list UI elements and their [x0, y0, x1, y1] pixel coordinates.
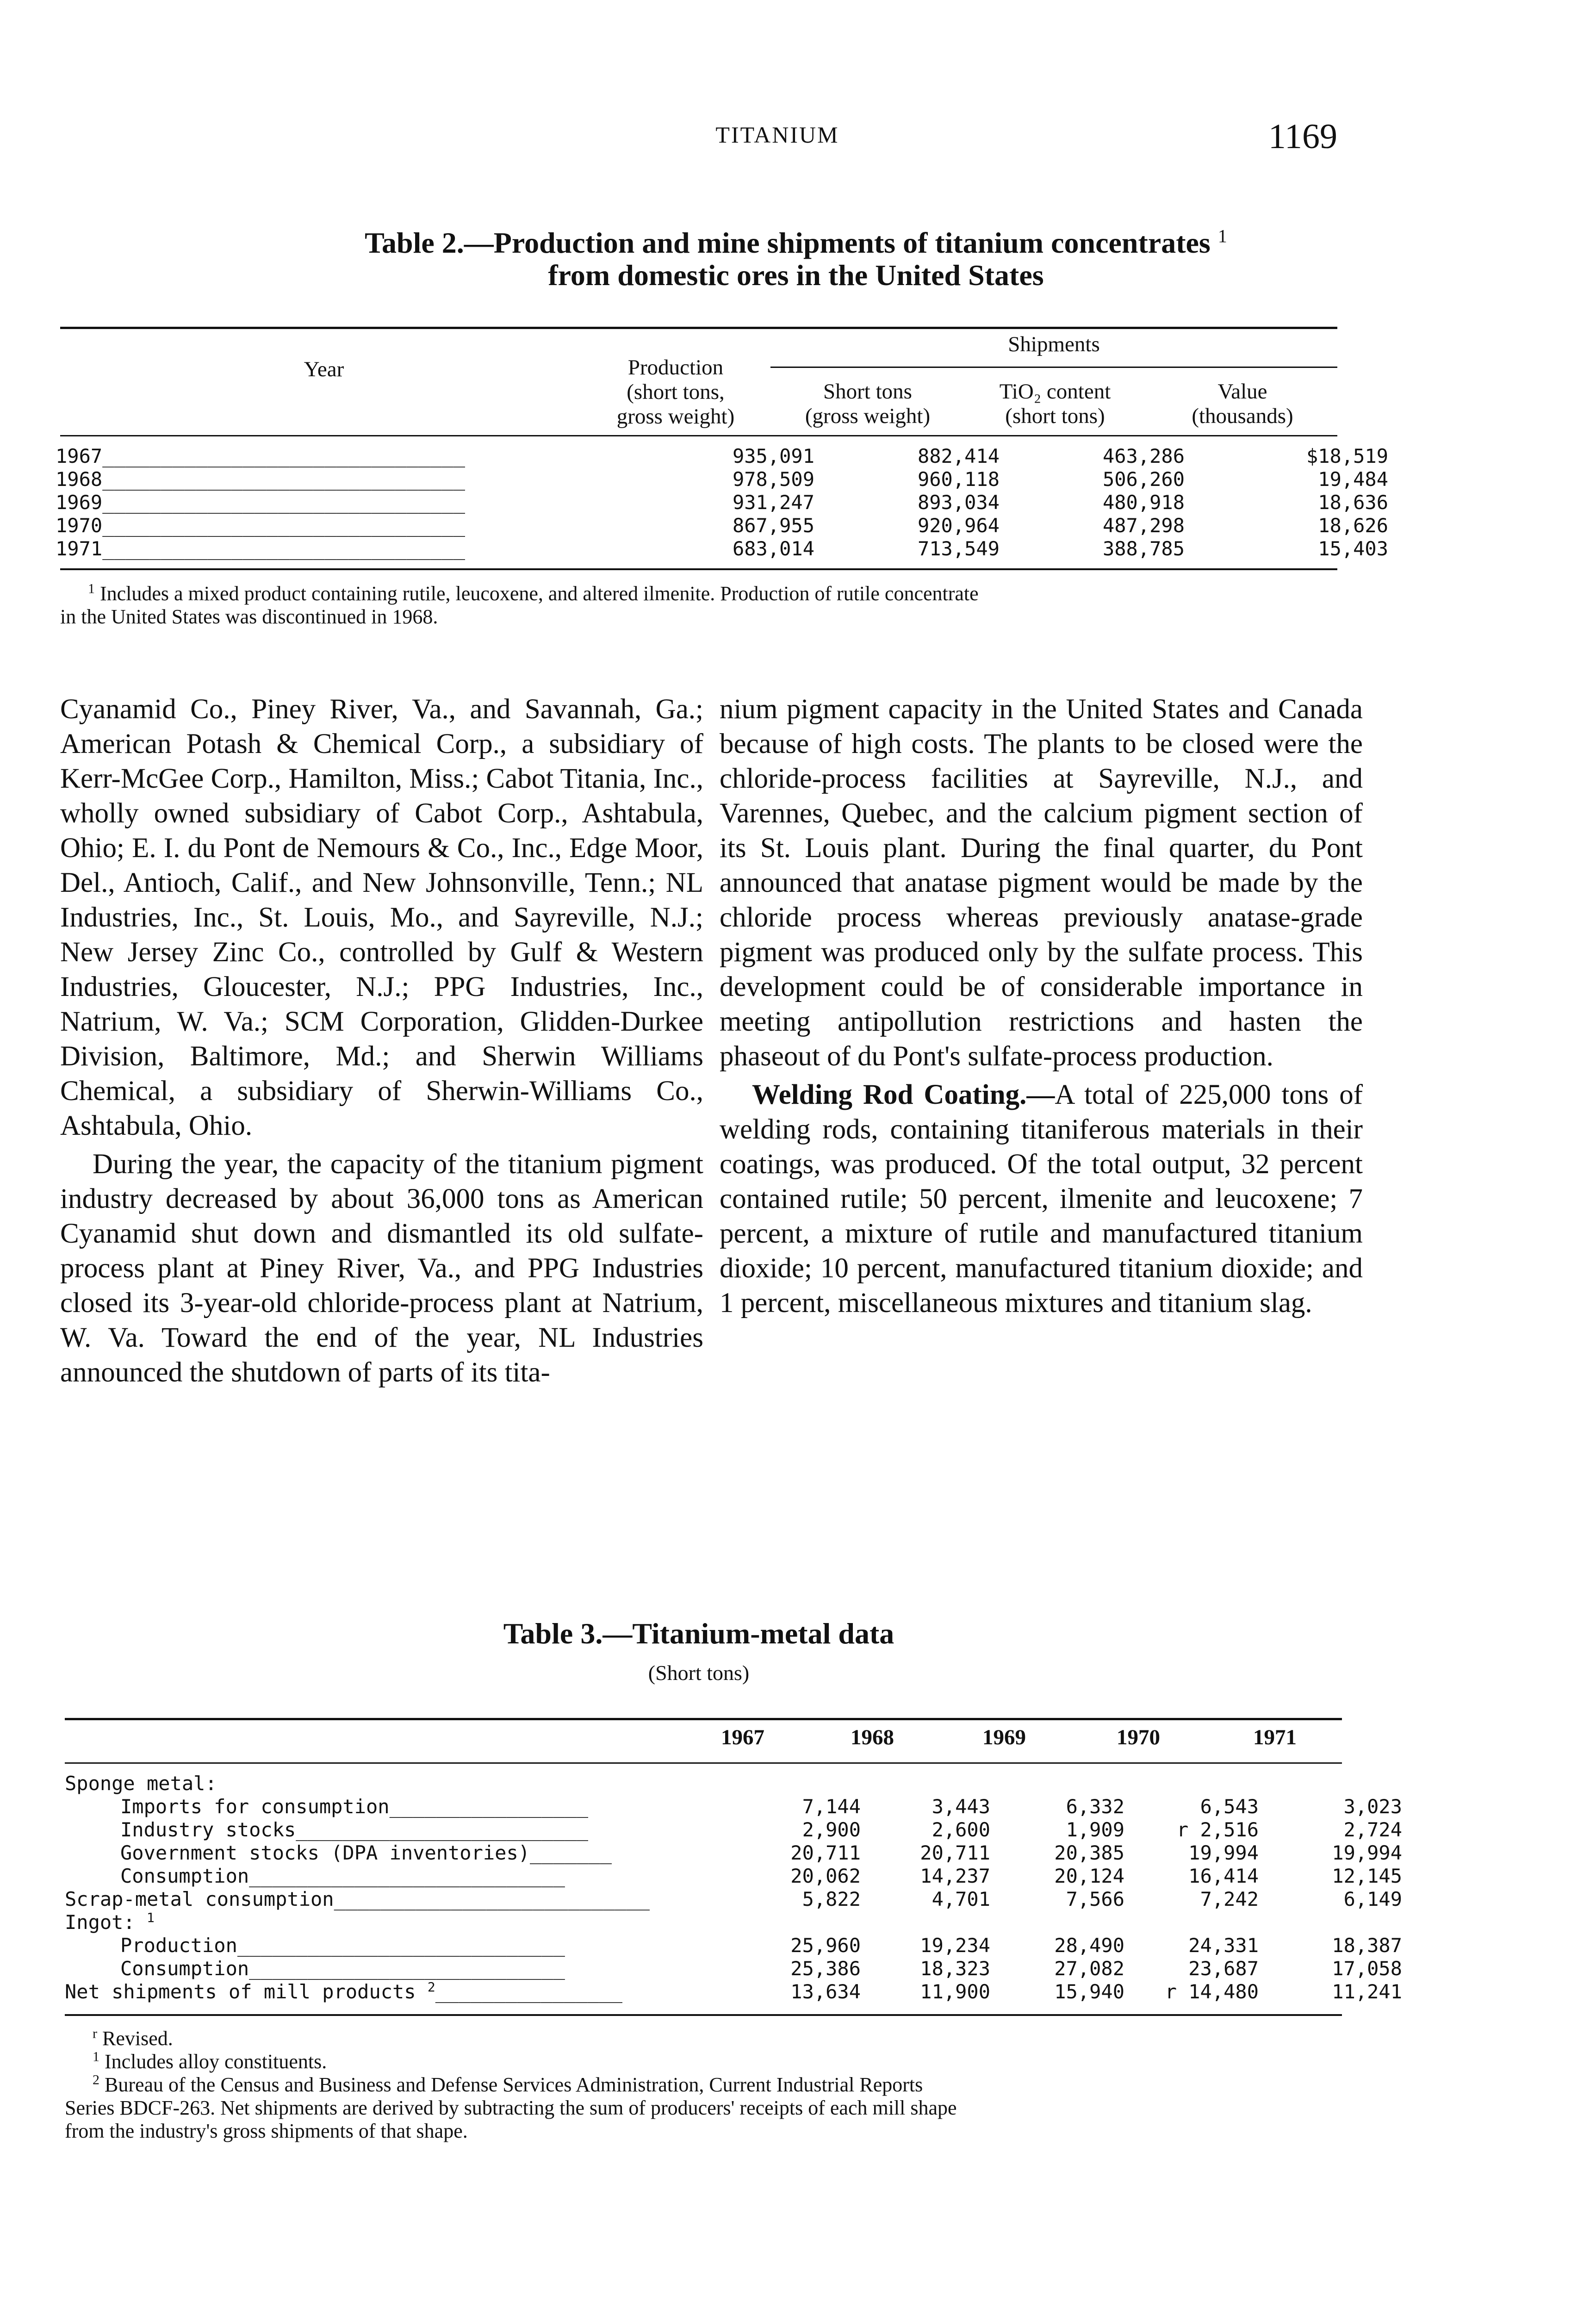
table-3-header-rule: [65, 1762, 1342, 1764]
table-row: Ingot: $^1$: [65, 1911, 155, 1934]
section-run-in-heading: Welding Rod Coating.—: [752, 1079, 1055, 1110]
table-3-subcaption: (Short tons): [648, 1661, 750, 1685]
table-3-header-year: 1969: [982, 1725, 1026, 1749]
table-2-header-value: Value (thousands): [1192, 379, 1293, 428]
table-3-top-rule: [65, 1718, 1342, 1720]
table-3-caption: Table 3.—Titanium-metal data: [503, 1617, 894, 1650]
table-3-header-year: 1967: [721, 1725, 764, 1749]
body-paragraph: During the year, the capacity of the titanium pigment industry decreased by about 36,000 tons as American Cyanamid shut down and dismantled its old sulfate-process plant at Piney River, Va., and PPG Industries closed its 3-year-old chloride-process plant at Natrium, W. Va. Toward the end of the year, NL Industries announced the shutdown of parts of its tita-: [60, 1149, 703, 1388]
table-row: Sponge metal:: [65, 1773, 217, 1795]
table-row: Consumption___________________________ 25,386 18,323 27,082 23,687 17,058: [120, 1957, 1402, 1980]
table-2-top-rule: [60, 327, 1337, 329]
footnote: $^2$ Bureau of the Census and Business and Defense Services Administration, Current Industrial Reports: [93, 2072, 923, 2096]
table-row: Industry stocks_________________________ 2,900 2,600 1,909 r 2,516 2,724: [120, 1818, 1402, 1841]
body-paragraph: Welding Rod Coating.—A total of 225,000 tons of welding rods, containing titaniferous materials in their coatings, was produced. Of the total output, 32 percent contained rutile; 50 percent, ilmenite and leucoxene; 7 percent, a mixture of rutile and manufactured titanium dioxide; 10 percent, manufactured titanium dioxide; and 1 percent, miscellaneous mixtures and titanium slag.: [720, 1079, 1363, 1319]
table-2-shipments-rule: [770, 367, 1337, 368]
table-2-header-shipments: Shipments: [1008, 332, 1100, 356]
running-head-title: TITANIUM: [715, 122, 839, 148]
table-2-footnote: $^1$ Includes a mixed product containing rutile, leucoxene, and altered ilmenite. Production of rutile concentrate in the United States was discontinued in 1968.: [60, 581, 979, 628]
table-row: 1971_______________________________ 683,014 713,549 388,785 15,403: [56, 537, 1388, 560]
table-3-header-year: 1971: [1253, 1725, 1297, 1749]
body-paragraph: Cyanamid Co., Piney River, Va., and Savannah, Ga.; American Potash & Chemical Corp., a subsidiary of Kerr-McGee Corp., Hamilton, Miss.; Cabot Titania, Inc., wholly owned subsidiary of Cabot Corp., Ashtabula, Ohio; E. I. du Pont de Nemours & Co., Inc., Edge Moor, Del., Antioch, Calif., and New Johnsonville, Tenn.; NL Industries, Inc., St. Louis, Mo., and Sayreville, N.J.; New Jersey Zinc Co., controlled by Gulf & Western Industries, Gloucester, N.J.; PPG Industries, Inc., Natrium, W. Va.; SCM Corporation, Glidden-Durkee Division, Baltimore, Md.; and Sherwin Williams Chemical, a subsidiary of Sherwin-Williams Co., Ashtabula, Ohio.: [60, 694, 703, 1141]
table-3-header-year: 1970: [1117, 1725, 1160, 1749]
table-3-header-year: 1968: [851, 1725, 894, 1749]
table-row: 1969_______________________________ 931,247 893,034 480,918 18,636: [56, 491, 1388, 514]
table-row: Production____________________________ 25,960 19,234 28,490 24,331 18,387: [120, 1934, 1402, 1957]
footnote: $^1$ Includes alloy constituents.: [93, 2049, 327, 2073]
table-row: Consumption___________________________ 20,062 14,237 20,124 16,414 12,145: [120, 1865, 1402, 1887]
table-row: Net shipments of mill products $^2$________________ 13,634 11,900 15,940 r 14,480 11,241: [65, 1980, 1402, 2003]
body-column-left: [60, 692, 703, 1390]
table-2-header-year: Year: [304, 357, 344, 381]
table-row: Imports for consumption_________________ 7,144 3,443 6,332 6,543 3,023: [120, 1795, 1402, 1818]
body-paragraph: nium pigment capacity in the United States and Canada because of high costs. The plants to be closed were the chloride-process facilities at Sayreville, N.J., and Varennes, Quebec, and the calcium pigment section of its St. Louis plant. During the final quarter, du Pont announced that anatase pigment would be made by the chloride process whereas previously anatase-grade pigment was produced only by the sulfate process. This development could be of considerable importance in meeting antipollution restrictions and hasten the phaseout of du Pont's sulfate-process production.: [720, 694, 1363, 1072]
table-2-header-short-tons: Short tons (gross weight): [805, 379, 931, 428]
footnote: $^r$ Revised.: [93, 2026, 173, 2050]
table-2-header-tio2: TiO₂ content (short tons): [999, 379, 1111, 428]
table-2-caption-line-1: Table 2.—Production and mine shipments of titanium concentrates $^1$: [365, 225, 1227, 259]
table-row: 1968_______________________________ 978,509 960,118 506,260 19,484: [56, 468, 1388, 491]
table-2-bottom-rule: [60, 568, 1337, 570]
table-row: Scrap-metal consumption___________________________ 5,822 4,701 7,566 7,242 6,149: [65, 1888, 1402, 1910]
table-row: 1967_______________________________ 935,091 882,414 463,286 $18,519: [56, 445, 1388, 467]
footnote-continuation: from the industry's gross shipments of that shape.: [65, 2120, 468, 2142]
table-2-caption-line-2: from domestic ores in the United States: [548, 259, 1044, 292]
table-3-footnotes: [65, 2027, 1360, 2143]
table-2-header-production: Production (short tons, gross weight): [616, 355, 735, 429]
table-row: 1970_______________________________ 867,955 920,964 487,298 18,626: [56, 514, 1388, 537]
table-row: Government stocks (DPA inventories)_______ 20,711 20,711 20,385 19,994 19,994: [120, 1841, 1402, 1864]
body-column-right: [720, 692, 1363, 1320]
table-2-header-rule: [60, 435, 1337, 436]
footnote-continuation: Series BDCF-263. Net shipments are derived by subtracting the sum of producers' receipts of each mill shape: [65, 2096, 957, 2119]
table-3-bottom-rule: [65, 2014, 1342, 2016]
page-number: 1169: [1268, 117, 1337, 156]
